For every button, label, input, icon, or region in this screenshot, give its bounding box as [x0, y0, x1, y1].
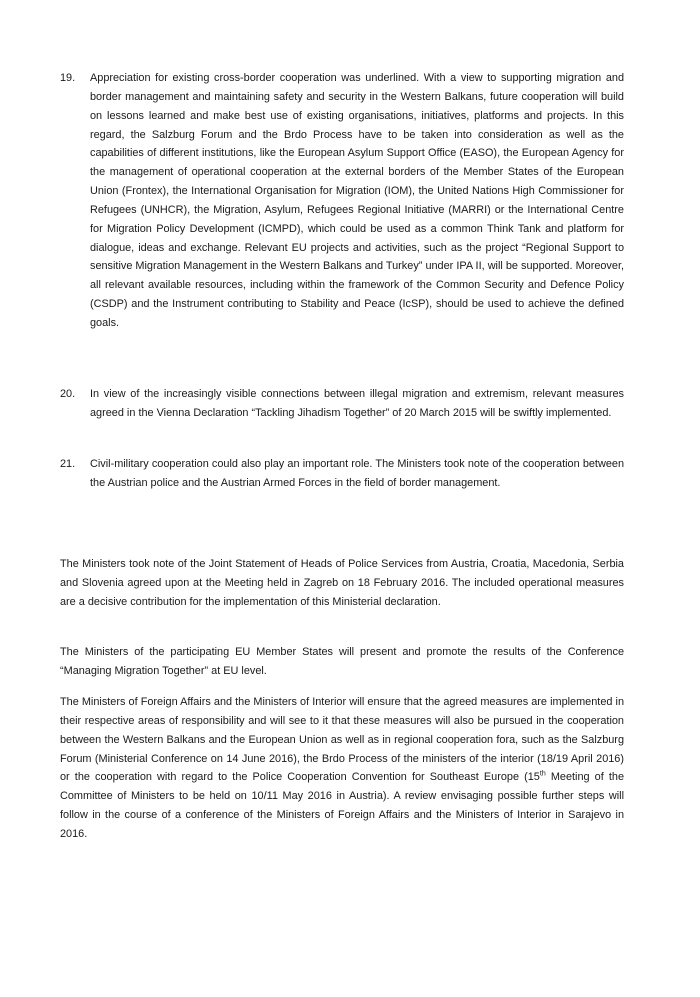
paragraph-joint-statement: The Ministers took note of the Joint Statement of Heads of Police Services from Austria, Croatia, Macedonia, Serbia and Slovenia agreed upon at the Meeting held in Zagreb on 18 February 2016. The included operational measures are a decisive contribution for the implementation of this Ministerial declaration. [60, 558, 624, 608]
ordinal-suffix: th [539, 770, 546, 778]
paragraph-text: Appreciation for existing cross-border cooperation was underlined. With a view to supporting migration and border management and maintaining safety and security in the Western Balkans, future cooperation will build on lessons learned and make best use of existing organisations, initiatives, platforms and projects. In this regard, the Salzburg Forum and the Brdo Process have to be taken into consideration as well as the capabilities of different institutions, like the European Asylum Support Office (EASO), the European Agency for the management of operational cooperation at the external borders of the Member States of the European Union (Frontex), the International Organisation for Migration (IOM), the United Nations High Commissioner for Refugees (UNHCR), the Migration, Asylum, Refugees Regional Initiative (MARRI) or the International Centre for Migration Policy Development (ICMPD), which could be used as a common Think Tank and platform for dialogue, ideas and exchange. Relevant EU projects and activities, such as the project “Regional Support to sensitive Migration Management in the Western Balkans and Turkey” under IPA II, will be supported. Moreover, all relevant available resources, including within the framework of the Common Security and Defence Policy (CSDP) and the Instrument contributing to Stability and Peace (IcSP), should be used to achieve the defined goals. [90, 72, 624, 329]
paragraph-final [60, 693, 624, 844]
numbered-paragraph-19 [60, 69, 624, 333]
paragraph-number: 19. [60, 72, 76, 84]
paragraph-text: In view of the increasingly visible connections between illegal migration and extremism, relevant measures agreed in the Vienna Declaration “Tackling Jihadism Together” of 20 March 2015 will be swiftly implemented. [90, 388, 624, 419]
paragraph-number: 20. [60, 388, 76, 400]
numbered-paragraph-20 [60, 385, 624, 423]
paragraph-promote-results: The Ministers of the participating EU Member States will present and promote the results of the Conference “Managing Migration Together” at EU level. [60, 646, 624, 677]
paragraph-final-text-2: Meeting of the Committee of Ministers to be held on 10/11 May 2016 in Austria). A review envisaging possible further steps will follow in the course of a conference of the Ministers of Foreign Affairs and the Ministers of Interior in Sarajevo in 2016. [60, 771, 624, 840]
paragraph-number: 21. [60, 458, 76, 470]
paragraph-text: Civil-military cooperation could also play an important role. The Ministers took note of the cooperation between the Austrian police and the Austrian Armed Forces in the field of border management. [90, 458, 624, 489]
paragraph-final-text-1: The Ministers of Foreign Affairs and the Ministers of Interior will ensure that the agreed measures are implemented in their respective areas of responsibility and will see to it that these measures will also be pursued in the cooperation between the Western Balkans and the European Union as well as in regional cooperation fora, such as the Salzburg Forum (Ministerial Conference on 14 June 2016), the Brdo Process of the ministers of the interior (18/19 April 2016) or the cooperation with regard to the Police Cooperation Convention for Southeast Europe (15 [60, 696, 624, 784]
numbered-paragraph-21 [60, 455, 624, 493]
